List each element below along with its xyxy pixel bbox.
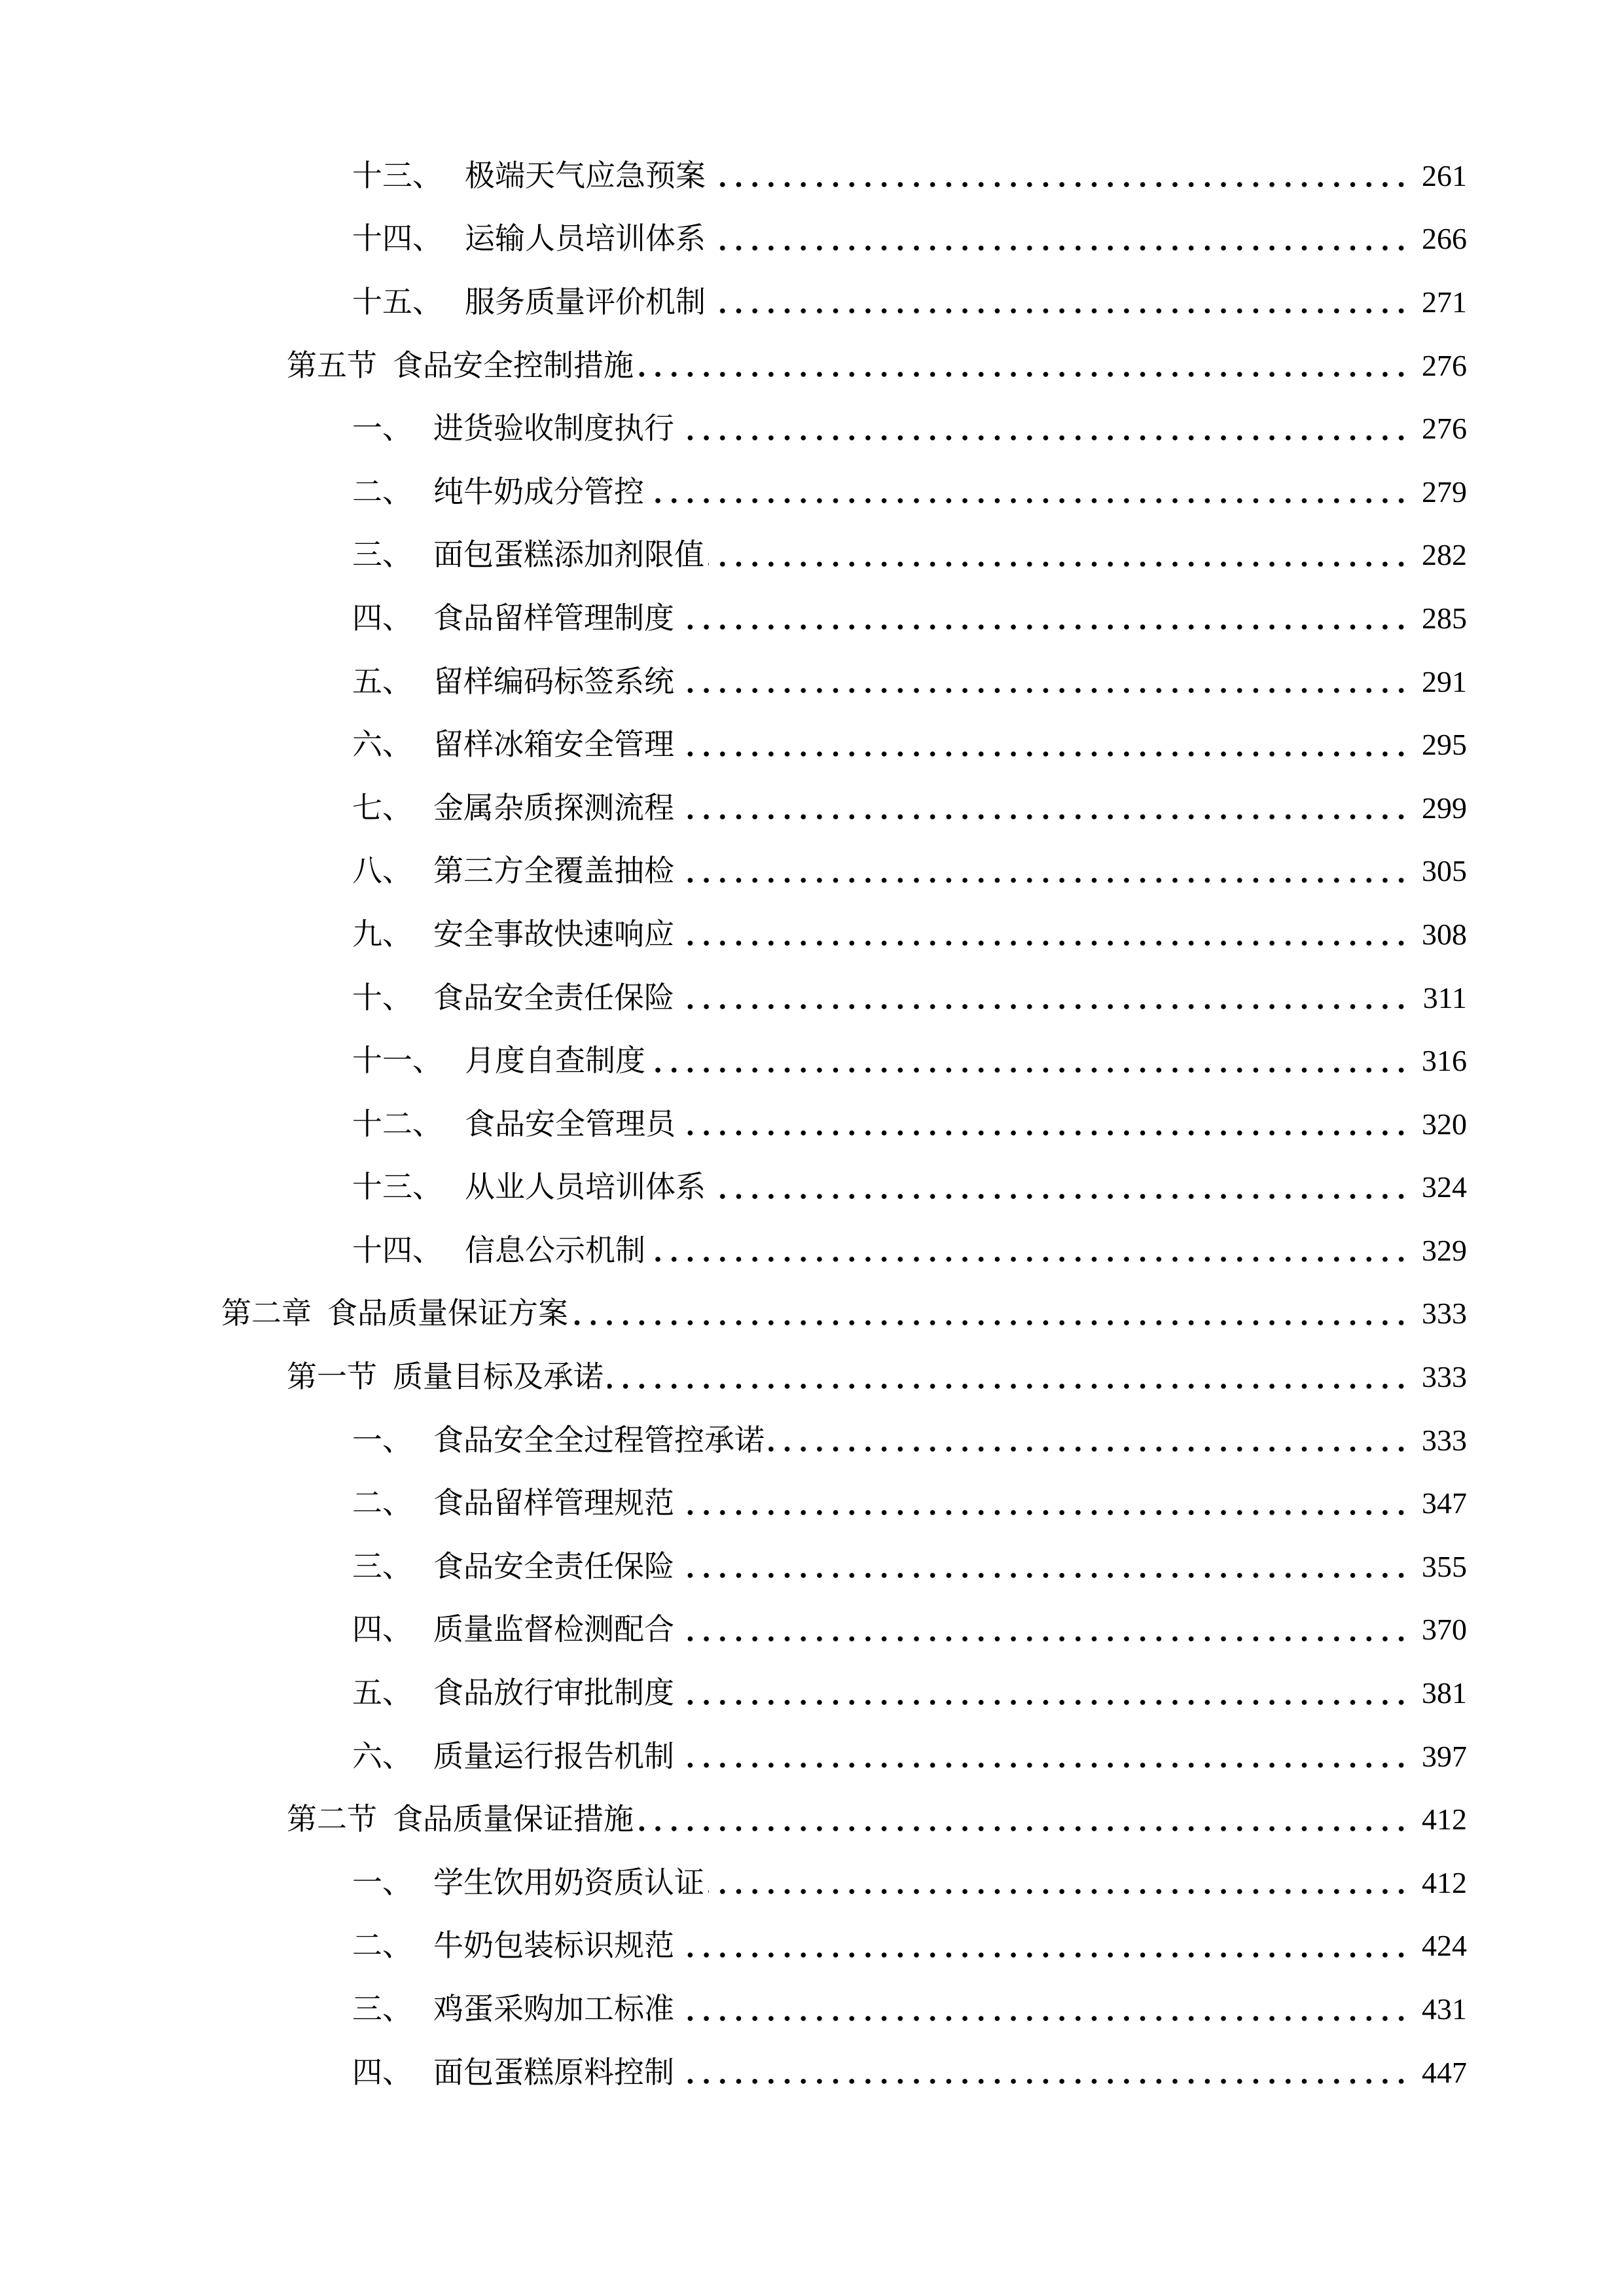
toc-entry[interactable] — [0, 1219, 1624, 1282]
page-number: 381 — [1422, 1676, 1467, 1710]
entry-title: 从业人员培训体系 — [465, 1169, 706, 1205]
toc-entry[interactable] — [0, 586, 1624, 650]
page-number: 370 — [1422, 1613, 1467, 1647]
dot-leader — [648, 494, 1409, 507]
entry-number: 三、 — [352, 1548, 412, 1584]
page-number: 447 — [1422, 2055, 1467, 2089]
entry-title: 学生饮用奶资质认证 — [433, 1864, 704, 1900]
entry-number: 第二节 — [287, 1801, 377, 1837]
entry-number: 五、 — [352, 1675, 412, 1711]
entry-number: 一、 — [352, 410, 412, 446]
dot-leader — [678, 810, 1409, 823]
toc-entry[interactable] — [0, 840, 1624, 903]
dot-leader — [638, 1822, 1409, 1835]
entry-number: 三、 — [352, 537, 412, 573]
page-number: 397 — [1422, 1739, 1467, 1773]
entry-title: 鸡蛋采购加工标准 — [433, 1991, 674, 2027]
page-number: 424 — [1422, 1929, 1467, 1963]
entry-number: 第一节 — [287, 1359, 377, 1395]
entry-number: 五、 — [352, 663, 412, 699]
entry-number: 第二章 — [221, 1295, 312, 1331]
entry-number: 九、 — [352, 916, 412, 952]
entry-number: 二、 — [352, 1928, 412, 1964]
page-number: 266 — [1422, 222, 1467, 256]
dot-leader — [678, 2012, 1409, 2025]
dot-leader — [678, 1759, 1409, 1772]
entry-number: 十四、 — [352, 1232, 442, 1268]
entry-number: 第五节 — [287, 347, 377, 383]
toc-entry-chapter[interactable] — [0, 1282, 1624, 1346]
entry-title: 食品质量保证方案 — [327, 1295, 568, 1331]
page-number: 299 — [1422, 791, 1467, 825]
dot-leader — [678, 684, 1409, 697]
toc-entry[interactable] — [0, 270, 1624, 334]
dot-leader — [607, 1380, 1409, 1393]
entry-title: 食品安全责任保险 — [433, 1548, 674, 1584]
dot-leader — [708, 558, 1409, 571]
entry-number: 一、 — [352, 1864, 412, 1900]
entry-title: 第三方全覆盖抽检 — [433, 853, 674, 889]
entry-title: 质量运行报告机制 — [433, 1738, 674, 1774]
dot-leader — [679, 1126, 1409, 1139]
entry-title: 食品安全控制措施 — [393, 347, 634, 383]
entry-title: 金属杂质探测流程 — [433, 789, 674, 825]
entry-number: 三、 — [352, 1991, 412, 2027]
dot-leader — [708, 1885, 1409, 1898]
dot-leader — [678, 1506, 1409, 1519]
dot-leader — [768, 1443, 1409, 1456]
entry-number: 二、 — [352, 473, 412, 509]
toc-entry[interactable] — [0, 1408, 1624, 1472]
entry-title: 极端天气应急预案 — [465, 157, 706, 193]
entry-title: 留样编码标签系统 — [433, 663, 674, 699]
page-number: 295 — [1422, 728, 1467, 762]
toc-entry[interactable] — [0, 1598, 1624, 1662]
entry-title: 食品安全全过程管控承诺 — [433, 1422, 765, 1458]
page-number: 316 — [1422, 1044, 1467, 1078]
toc-entry-section[interactable] — [0, 1345, 1624, 1408]
entry-number: 四、 — [352, 2054, 412, 2090]
entry-number: 六、 — [352, 726, 412, 762]
page-number: 329 — [1422, 1233, 1467, 1267]
page-number: 333 — [1422, 1360, 1467, 1394]
dot-leader — [678, 1632, 1409, 1645]
toc-entry[interactable] — [0, 1661, 1624, 1725]
dot-leader — [710, 304, 1409, 317]
page-number: 282 — [1422, 538, 1467, 572]
dot-leader — [678, 1000, 1409, 1013]
dot-leader — [678, 747, 1409, 761]
entry-number: 十一、 — [352, 1043, 442, 1079]
entry-title: 牛奶包装标识规范 — [433, 1928, 674, 1964]
entry-title: 食品质量保证措施 — [393, 1801, 634, 1837]
toc-entry[interactable] — [0, 1851, 1624, 1914]
dot-leader — [678, 1696, 1409, 1709]
page-number: 324 — [1422, 1170, 1467, 1204]
toc-entry[interactable] — [0, 650, 1624, 713]
entry-title: 月度自查制度 — [465, 1043, 645, 1079]
dot-leader — [638, 368, 1409, 381]
toc-entry[interactable] — [0, 1029, 1624, 1092]
entry-title: 服务质量评价机制 — [465, 283, 706, 319]
toc-entry[interactable] — [0, 144, 1624, 207]
entry-title: 食品留样管理制度 — [433, 600, 674, 636]
toc-entry-section[interactable] — [0, 334, 1624, 397]
page-number: 333 — [1422, 1423, 1467, 1457]
dot-leader — [678, 431, 1409, 444]
toc-entry[interactable] — [0, 1535, 1624, 1598]
dot-leader — [678, 1948, 1409, 1962]
entry-number: 八、 — [352, 853, 412, 889]
entry-title: 留样冰箱安全管理 — [433, 726, 674, 762]
toc-entry[interactable] — [0, 1977, 1624, 2041]
toc-entry[interactable] — [0, 2041, 1624, 2104]
table-of-contents — [0, 144, 1624, 2104]
toc-entry-section[interactable] — [0, 1787, 1624, 1851]
entry-title: 质量目标及承诺 — [393, 1359, 604, 1395]
entry-number: 六、 — [352, 1738, 412, 1774]
page-number: 320 — [1422, 1107, 1467, 1141]
toc-entry[interactable] — [0, 903, 1624, 966]
entry-title: 进货验收制度执行 — [433, 410, 674, 446]
toc-entry[interactable] — [0, 1156, 1624, 1219]
page-number: 261 — [1422, 158, 1467, 192]
toc-entry[interactable] — [0, 397, 1624, 460]
entry-title: 信息公示机制 — [465, 1232, 645, 1268]
entry-title: 运输人员培训体系 — [465, 221, 706, 257]
entry-number: 一、 — [352, 1422, 412, 1458]
toc-entry[interactable] — [0, 713, 1624, 776]
page-number: 412 — [1422, 1803, 1467, 1837]
toc-entry[interactable] — [0, 1725, 1624, 1788]
toc-entry[interactable] — [0, 966, 1624, 1030]
entry-title: 面包蛋糕添加剂限值 — [433, 537, 704, 573]
toc-entry[interactable] — [0, 1471, 1624, 1535]
dot-leader — [710, 178, 1409, 191]
entry-number: 十四、 — [352, 221, 442, 257]
dot-leader — [678, 2075, 1409, 2088]
page-number: 279 — [1422, 475, 1467, 509]
page-number: 305 — [1422, 854, 1467, 888]
toc-entry[interactable] — [0, 776, 1624, 840]
dot-leader — [678, 937, 1409, 950]
toc-entry[interactable] — [0, 1092, 1624, 1156]
entry-title: 安全事故快速响应 — [433, 916, 674, 952]
dot-leader — [649, 1253, 1409, 1266]
entry-title: 食品安全责任保险 — [433, 979, 674, 1015]
page-number: 347 — [1422, 1486, 1467, 1520]
entry-number: 十二、 — [352, 1105, 442, 1141]
page-number: 355 — [1422, 1549, 1467, 1583]
entry-title: 质量监督检测配合 — [433, 1611, 674, 1647]
page-number: 271 — [1422, 285, 1467, 319]
dot-leader — [710, 242, 1409, 255]
page-number: 276 — [1422, 348, 1467, 382]
entry-number: 十三、 — [352, 157, 442, 193]
dot-leader — [678, 620, 1409, 634]
entry-number: 四、 — [352, 600, 412, 636]
dot-leader — [678, 1569, 1409, 1582]
entry-number: 十、 — [352, 979, 412, 1015]
page-number: 333 — [1422, 1297, 1467, 1331]
page-number: 311 — [1422, 980, 1467, 1014]
page-number: 412 — [1422, 1865, 1467, 1899]
dot-leader — [678, 874, 1409, 887]
entry-number: 十三、 — [352, 1169, 442, 1205]
dot-leader — [649, 1064, 1409, 1077]
entry-number: 十五、 — [352, 283, 442, 319]
entry-number: 四、 — [352, 1611, 412, 1647]
entry-number: 二、 — [352, 1485, 412, 1521]
entry-title: 食品安全管理员 — [465, 1105, 676, 1141]
entry-title: 食品放行审批制度 — [433, 1675, 674, 1711]
page-number: 431 — [1422, 1992, 1467, 2026]
toc-entry[interactable] — [0, 1914, 1624, 1978]
entry-title: 纯牛奶成分管控 — [433, 473, 644, 509]
page-number: 285 — [1422, 601, 1467, 635]
toc-entry[interactable] — [0, 524, 1624, 587]
page-number: 291 — [1422, 664, 1467, 698]
toc-entry[interactable] — [0, 207, 1624, 271]
dot-leader — [710, 1190, 1409, 1203]
entry-number: 七、 — [352, 789, 412, 825]
page-number: 308 — [1422, 917, 1467, 951]
toc-entry[interactable] — [0, 460, 1624, 524]
page-number: 276 — [1422, 412, 1467, 446]
dot-leader — [572, 1316, 1409, 1329]
entry-title: 食品留样管理规范 — [433, 1485, 674, 1521]
entry-title: 面包蛋糕原料控制 — [433, 2054, 674, 2090]
